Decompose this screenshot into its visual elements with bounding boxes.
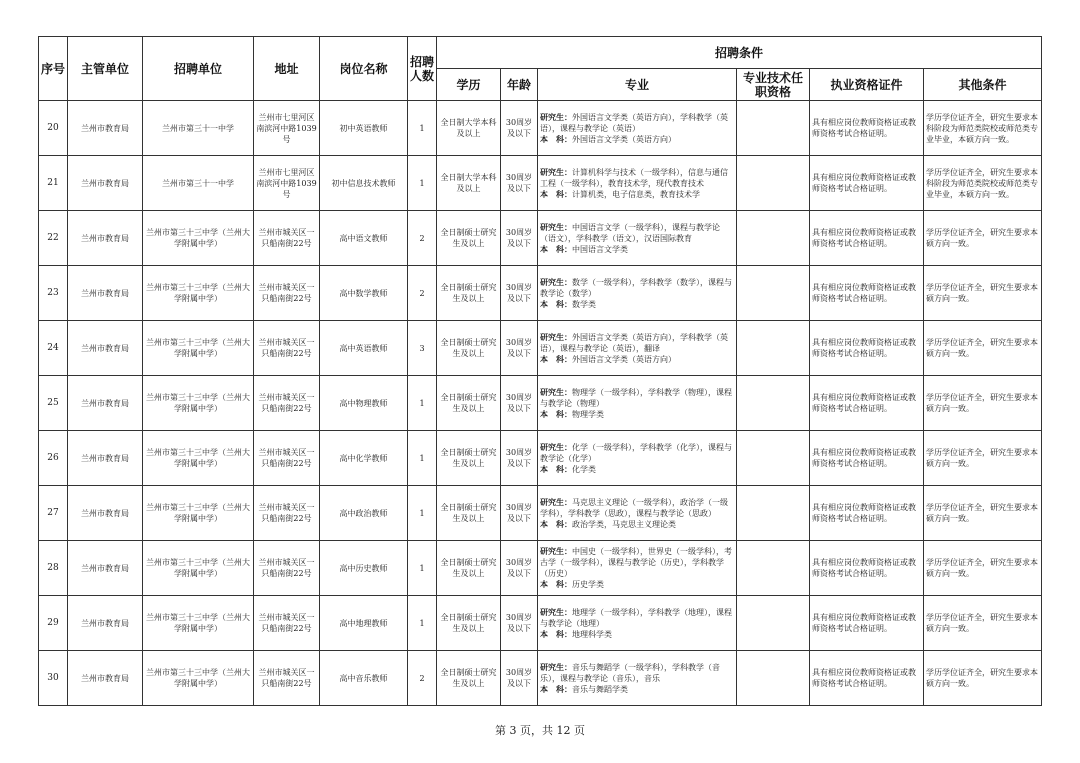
table-row [39,266,1042,321]
row-address: 兰州市七里河区南滨河中路1039号 [254,156,320,211]
row-tech [737,321,810,376]
row-age: 30周岁及以下 [501,211,538,266]
row-position: 高中语文教师 [320,211,408,266]
major-grad-label: 研究生： [540,546,572,556]
row-major [538,156,737,211]
row-other: 学历学位证齐全，研究生要求本硕方向一致。 [924,486,1042,541]
major-ug-label: 本 科： [540,579,572,589]
row-major [538,266,737,321]
major-grad-label: 研究生： [540,331,572,342]
major-grad: 计算机科学与技术（一级学科），信息与通信工程（一级学科），教育技术学，现代教育技术 [540,167,728,188]
header-other: 其他条件 [924,69,1042,101]
major-grad: 物理学（一级学科），学科教学（物理），课程与教学论（物理） [540,387,732,408]
row-authority: 兰州市教育局 [68,541,143,596]
header-position: 岗位名称 [320,37,408,101]
major-grad: 化学（一级学科），学科教学（化学），课程与教学论（化学） [540,442,732,463]
row-seq: 22 [39,211,68,266]
row-other: 学历学位证齐全，研究生要求本科阶段为师范类院校或师范类专业毕业，本硕方向一致。 [924,156,1042,211]
row-age: 30周岁及以下 [501,596,538,651]
row-cert: 具有相应岗位教师资格证或教师资格考试合格证明。 [810,431,924,486]
row-cert: 具有相应岗位教师资格证或教师资格考试合格证明。 [810,321,924,376]
header-unit: 招聘单位 [143,37,254,101]
header-education: 学历 [437,69,501,101]
row-education: 全日制硕士研究生及以上 [437,486,501,541]
table-row [39,486,1042,541]
row-education: 全日制硕士研究生及以上 [437,266,501,321]
row-count: 1 [408,431,437,486]
row-unit: 兰州市第三十三中学（兰州大学附属中学） [143,541,254,596]
row-position: 高中音乐教师 [320,651,408,706]
row-major [538,321,737,376]
row-unit: 兰州市第三十三中学（兰州大学附属中学） [143,321,254,376]
row-other: 学历学位证齐全，研究生要求本硕方向一致。 [924,431,1042,486]
row-unit: 兰州市第三十三中学（兰州大学附属中学） [143,211,254,266]
row-cert: 具有相应岗位教师资格证或教师资格考试合格证明。 [810,651,924,706]
major-ug-label: 本 科： [540,298,572,309]
row-major [538,596,737,651]
row-major [538,101,737,156]
major-ug: 历史学类 [572,580,604,589]
row-authority: 兰州市教育局 [68,266,143,321]
row-count: 1 [408,156,437,211]
major-ug-label: 本 科： [540,408,572,419]
row-education: 全日制硕士研究生及以上 [437,376,501,431]
row-address: 兰州市城关区一只船南街22号 [254,321,320,376]
row-age: 30周岁及以下 [501,321,538,376]
major-grad: 音乐与舞蹈学（一级学科），学科教学（音乐），课程与教学论（音乐），音乐 [540,662,720,683]
row-major [538,376,737,431]
major-grad: 中国史（一级学科），世界史（一级学科），考古学（一级学科），课程与教学论（历史），学科教学（历史） [540,547,732,578]
major-ug: 政治学类，马克思主义理论类 [572,519,676,529]
row-tech [737,486,810,541]
major-ug: 中国语言文学类 [572,244,628,254]
row-seq: 25 [39,376,68,431]
major-grad-label: 研究生： [540,496,572,507]
major-grad: 数学（一级学科），学科教学（数学），课程与教学论（数学） [540,277,732,298]
row-age: 30周岁及以下 [501,156,538,211]
row-major [538,651,737,706]
row-seq: 23 [39,266,68,321]
row-major [538,541,737,596]
table-body [39,101,1042,706]
row-tech [737,376,810,431]
major-ug: 地理科学类 [572,629,612,639]
major-ug: 外国语言文学类（英语方向） [572,134,676,144]
row-address: 兰州市城关区一只船南街22号 [254,651,320,706]
header-age: 年龄 [501,69,538,101]
major-ug-label: 本 科： [540,463,572,474]
row-count: 3 [408,321,437,376]
table-row [39,321,1042,376]
header-cert: 执业资格证件 [810,69,924,101]
row-address: 兰州市七里河区南滨河中路1039号 [254,101,320,156]
row-count: 1 [408,596,437,651]
row-authority: 兰州市教育局 [68,376,143,431]
table-row [39,431,1042,486]
row-address: 兰州市城关区一只船南街22号 [254,211,320,266]
row-education: 全日制硕士研究生及以上 [437,431,501,486]
row-other: 学历学位证齐全，研究生要求本硕方向一致。 [924,321,1042,376]
header-count: 招聘人数 [408,37,437,101]
row-address: 兰州市城关区一只船南街22号 [254,486,320,541]
row-education: 全日制硕士研究生及以上 [437,541,501,596]
row-other: 学历学位证齐全，研究生要求本硕方向一致。 [924,541,1042,596]
row-age: 30周岁及以下 [501,101,538,156]
row-cert: 具有相应岗位教师资格证或教师资格考试合格证明。 [810,596,924,651]
row-seq: 24 [39,321,68,376]
major-ug: 计算机类，电子信息类，教育技术学 [572,189,700,199]
row-other: 学历学位证齐全，研究生要求本硕方向一致。 [924,211,1042,266]
page-footer: 第 3 页，共 12 页 [495,724,585,737]
major-grad-label: 研究生： [540,166,572,177]
row-age: 30周岁及以下 [501,266,538,321]
row-education: 全日制硕士研究生及以上 [437,651,501,706]
major-ug: 音乐与舞蹈学类 [572,684,628,694]
major-grad-label: 研究生： [540,386,572,397]
row-age: 30周岁及以下 [501,651,538,706]
major-ug-label: 本 科： [540,353,572,364]
major-ug: 化学类 [572,464,596,474]
row-address: 兰州市城关区一只船南街22号 [254,596,320,651]
header-seq: 序号 [39,37,68,101]
row-seq: 29 [39,596,68,651]
row-other: 学历学位证齐全，研究生要求本硕方向一致。 [924,376,1042,431]
major-ug-label: 本 科： [540,133,572,144]
row-tech [737,266,810,321]
row-cert: 具有相应岗位教师资格证或教师资格考试合格证明。 [810,211,924,266]
row-other: 学历学位证齐全，研究生要求本硕方向一致。 [924,266,1042,321]
row-unit: 兰州市第三十一中学 [143,101,254,156]
row-tech [737,651,810,706]
row-education: 全日制硕士研究生及以上 [437,321,501,376]
major-grad-label: 研究生： [540,661,572,672]
row-cert: 具有相应岗位教师资格证或教师资格考试合格证明。 [810,156,924,211]
row-authority: 兰州市教育局 [68,211,143,266]
row-authority: 兰州市教育局 [68,156,143,211]
row-other: 学历学位证齐全，研究生要求本硕方向一致。 [924,596,1042,651]
row-count: 1 [408,486,437,541]
row-address: 兰州市城关区一只船南街22号 [254,541,320,596]
row-count: 2 [408,211,437,266]
row-position: 高中历史教师 [320,541,408,596]
row-unit: 兰州市第三十三中学（兰州大学附属中学） [143,651,254,706]
row-tech [737,156,810,211]
table-row [39,376,1042,431]
major-grad: 地理学（一级学科），学科教学（地理），课程与教学论（地理） [540,607,732,628]
row-age: 30周岁及以下 [501,541,538,596]
row-unit: 兰州市第三十三中学（兰州大学附属中学） [143,266,254,321]
table-row [39,651,1042,706]
recruitment-table [38,36,1042,706]
row-unit: 兰州市第三十三中学（兰州大学附属中学） [143,431,254,486]
row-position: 高中数学教师 [320,266,408,321]
table-row [39,541,1042,596]
row-count: 1 [408,376,437,431]
row-tech [737,211,810,266]
row-position: 高中化学教师 [320,431,408,486]
major-ug-label: 本 科： [540,518,572,529]
row-unit: 兰州市第三十三中学（兰州大学附属中学） [143,596,254,651]
recruitment-table-page [38,36,1041,706]
row-count: 1 [408,101,437,156]
row-unit: 兰州市第三十三中学（兰州大学附属中学） [143,376,254,431]
row-education: 全日制硕士研究生及以上 [437,596,501,651]
row-seq: 30 [39,651,68,706]
row-cert: 具有相应岗位教师资格证或教师资格考试合格证明。 [810,541,924,596]
header-conditions: 招聘条件 [437,37,1042,69]
header-tech: 专业技术任职资格 [737,69,810,101]
row-education: 全日制大学本科及以上 [437,156,501,211]
row-other: 学历学位证齐全，研究生要求本科阶段为师范类院校或师范类专业毕业，本硕方向一致。 [924,101,1042,156]
row-unit: 兰州市第三十三中学（兰州大学附属中学） [143,486,254,541]
row-seq: 26 [39,431,68,486]
major-ug: 数学类 [572,299,596,309]
row-authority: 兰州市教育局 [68,321,143,376]
row-age: 30周岁及以下 [501,376,538,431]
row-address: 兰州市城关区一只船南街22号 [254,431,320,486]
major-grad-label: 研究生： [540,111,572,122]
header-major: 专业 [538,69,737,101]
header-address: 地址 [254,37,320,101]
row-major [538,431,737,486]
major-grad: 中国语言文学（一级学科），课程与教学论（语文），学科教学（语文），汉语国际教育 [540,222,720,243]
row-count: 2 [408,651,437,706]
row-address: 兰州市城关区一只船南街22号 [254,376,320,431]
major-ug-label: 本 科： [540,683,572,694]
table-row [39,156,1042,211]
major-ug: 外国语言文学类（英语方向） [572,354,676,364]
row-position: 初中英语教师 [320,101,408,156]
major-ug-label: 本 科： [540,243,572,254]
major-grad: 马克思主义理论（一级学科），政治学（一级学科），学科教学（思政），课程与教学论（思政） [540,497,728,518]
row-position: 高中英语教师 [320,321,408,376]
row-count: 2 [408,266,437,321]
row-seq: 21 [39,156,68,211]
major-grad: 外国语言文学类（英语方向），学科教学（英语），课程与教学论（英语） [540,112,728,133]
row-authority: 兰州市教育局 [68,596,143,651]
row-position: 高中地理教师 [320,596,408,651]
row-seq: 27 [39,486,68,541]
row-count: 1 [408,541,437,596]
row-cert: 具有相应岗位教师资格证或教师资格考试合格证明。 [810,266,924,321]
major-grad-label: 研究生： [540,441,572,452]
table-row [39,211,1042,266]
row-major [538,486,737,541]
row-seq: 20 [39,101,68,156]
row-authority: 兰州市教育局 [68,101,143,156]
row-tech [737,596,810,651]
row-age: 30周岁及以下 [501,431,538,486]
row-cert: 具有相应岗位教师资格证或教师资格考试合格证明。 [810,376,924,431]
row-seq: 28 [39,541,68,596]
row-age: 30周岁及以下 [501,486,538,541]
row-cert: 具有相应岗位教师资格证或教师资格考试合格证明。 [810,101,924,156]
table-row [39,596,1042,651]
table-row [39,101,1042,156]
major-ug-label: 本 科： [540,188,572,199]
row-unit: 兰州市第三十一中学 [143,156,254,211]
row-tech [737,541,810,596]
row-education: 全日制大学本科及以上 [437,101,501,156]
major-grad-label: 研究生： [540,221,572,232]
row-address: 兰州市城关区一只船南街22号 [254,266,320,321]
row-authority: 兰州市教育局 [68,431,143,486]
row-tech [737,101,810,156]
header-authority: 主管单位 [68,37,143,101]
major-ug: 物理学类 [572,409,604,419]
major-grad-label: 研究生： [540,276,572,287]
row-authority: 兰州市教育局 [68,486,143,541]
major-grad: 外国语言文学类（英语方向），学科教学（英语），课程与教学论（英语），翻译 [540,332,728,353]
row-cert: 具有相应岗位教师资格证或教师资格考试合格证明。 [810,486,924,541]
major-grad-label: 研究生： [540,606,572,617]
row-authority: 兰州市教育局 [68,651,143,706]
row-tech [737,431,810,486]
row-education: 全日制硕士研究生及以上 [437,211,501,266]
row-other: 学历学位证齐全，研究生要求本硕方向一致。 [924,651,1042,706]
major-ug-label: 本 科： [540,628,572,639]
row-position: 高中政治教师 [320,486,408,541]
row-major [538,211,737,266]
row-position: 初中信息技术教师 [320,156,408,211]
row-position: 高中物理教师 [320,376,408,431]
